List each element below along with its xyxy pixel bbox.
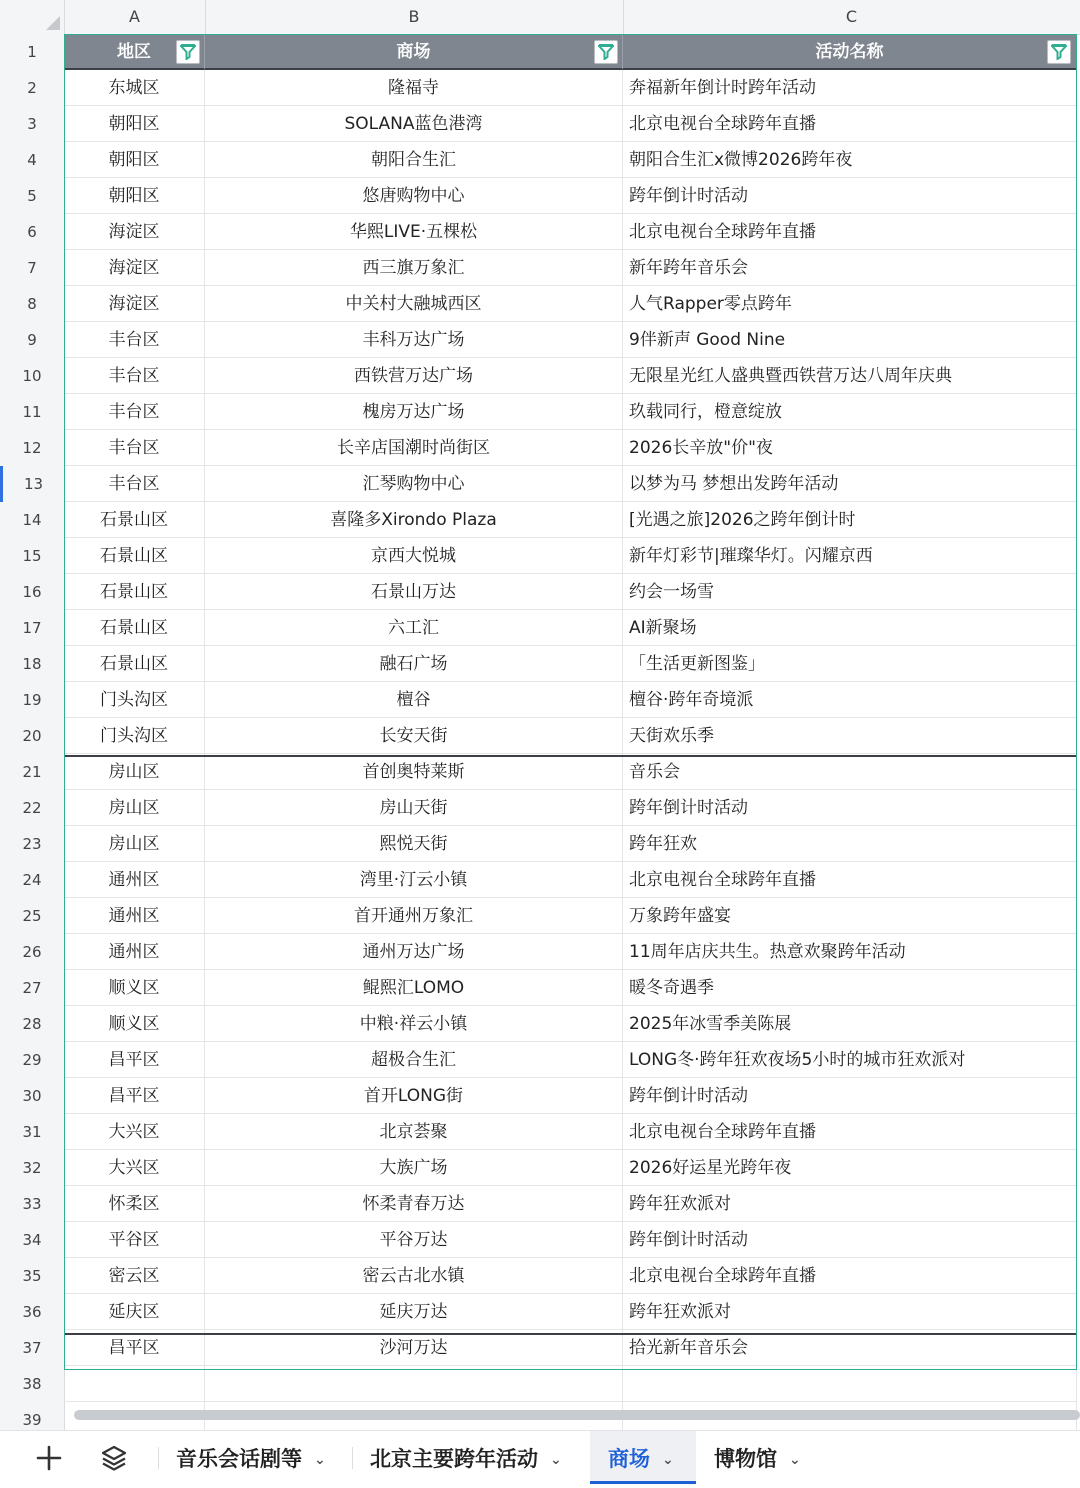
table-row [0, 718, 1080, 754]
cell-mall[interactable]: 沙河万达 [205, 1330, 623, 1366]
row-number[interactable]: 1 [0, 34, 65, 71]
cell-event[interactable]: 11周年店庆共生。热意欢聚跨年活动 [623, 934, 1077, 970]
tab-label: 商场 [608, 1447, 650, 1471]
tab-malls[interactable] [590, 1431, 696, 1484]
cell-event[interactable]: 跨年狂欢 [623, 826, 1077, 862]
row-number[interactable]: 4 [0, 142, 65, 179]
cell-mall[interactable]: 石景山万达 [205, 574, 623, 610]
cell-region[interactable]: 丰台区 [64, 322, 205, 358]
table-row [0, 250, 1080, 286]
row-number[interactable]: 28 [0, 1006, 65, 1043]
table-row [0, 1186, 1080, 1222]
cell-mall[interactable]: 熙悦天街 [205, 826, 623, 862]
cell-event[interactable]: 跨年倒计时活动 [623, 1078, 1077, 1114]
cell-event[interactable]: 人气Rapper零点跨年 [623, 286, 1077, 322]
cell-region[interactable]: 房山区 [64, 826, 205, 862]
table-row [0, 1330, 1080, 1366]
cell-mall[interactable]: 悠唐购物中心 [205, 178, 623, 214]
table-row [0, 682, 1080, 718]
sheet-tab-bar [0, 1430, 1080, 1484]
row-number[interactable]: 20 [0, 718, 65, 755]
row-number[interactable]: 34 [0, 1222, 65, 1259]
table-row [0, 1294, 1080, 1330]
table-row [0, 214, 1080, 250]
tab-label: 北京主要跨年活动 [370, 1447, 538, 1471]
tab-concerts[interactable] [158, 1431, 344, 1484]
cell-event[interactable]: 万象跨年盛宴 [623, 898, 1077, 934]
cell-mall[interactable]: 长安天街 [205, 718, 623, 754]
header-cell-region[interactable] [64, 34, 205, 70]
cell-region[interactable]: 昌平区 [64, 1042, 205, 1078]
row-number[interactable]: 21 [0, 754, 65, 791]
cell-region[interactable]: 通州区 [64, 934, 205, 970]
cell-region[interactable]: 昌平区 [64, 1078, 205, 1114]
cell-region[interactable]: 大兴区 [64, 1150, 205, 1186]
row-number[interactable]: 38 [0, 1366, 65, 1403]
filter-icon[interactable] [176, 40, 200, 64]
row-number[interactable]: 15 [0, 538, 65, 575]
table-row [0, 934, 1080, 970]
cell-mall[interactable]: SOLANA蓝色港湾 [205, 106, 623, 142]
row-number[interactable]: 31 [0, 1114, 65, 1151]
cell-region[interactable]: 大兴区 [64, 1114, 205, 1150]
cell-mall[interactable] [205, 1366, 623, 1402]
cell-mall[interactable]: 六工汇 [205, 610, 623, 646]
cell-region[interactable]: 密云区 [64, 1258, 205, 1294]
cell-event[interactable]: 北京电视台全球跨年直播 [623, 214, 1077, 250]
row-number[interactable]: 5 [0, 178, 65, 215]
row-number[interactable]: 16 [0, 574, 65, 611]
row-number[interactable]: 11 [0, 394, 65, 431]
cell-event[interactable]: 9伴新声 Good Nine [623, 322, 1077, 358]
plus-icon[interactable] [34, 1443, 64, 1473]
cell-event[interactable]: 新年跨年音乐会 [623, 250, 1077, 286]
table-row [0, 466, 1080, 502]
cell-region[interactable]: 石景山区 [64, 502, 205, 538]
cell-region[interactable]: 通州区 [64, 862, 205, 898]
cell-region[interactable]: 门头沟区 [64, 682, 205, 718]
table-row [0, 1042, 1080, 1078]
column-header-b[interactable]: B [205, 0, 624, 34]
cell-event[interactable]: 「生活更新图鉴」 [623, 646, 1077, 682]
cell-region[interactable]: 朝阳区 [64, 106, 205, 142]
cell-region[interactable]: 海淀区 [64, 250, 205, 286]
cell-region[interactable]: 房山区 [64, 790, 205, 826]
row-number[interactable]: 23 [0, 826, 65, 863]
cell-region[interactable]: 石景山区 [64, 538, 205, 574]
row-number[interactable]: 36 [0, 1294, 65, 1331]
row-number[interactable]: 29 [0, 1042, 65, 1079]
table-row [0, 322, 1080, 358]
table-row [0, 970, 1080, 1006]
cell-event[interactable]: AI新聚场 [623, 610, 1077, 646]
row-number[interactable]: 25 [0, 898, 65, 935]
cell-region[interactable]: 海淀区 [64, 214, 205, 250]
table-row [0, 70, 1080, 106]
row-number[interactable]: 24 [0, 862, 65, 899]
row-number[interactable]: 3 [0, 106, 65, 143]
row-number[interactable]: 22 [0, 790, 65, 827]
row-number[interactable]: 8 [0, 286, 65, 323]
cell-mall[interactable]: 通州万达广场 [205, 934, 623, 970]
cell-event[interactable]: 暖冬奇遇季 [623, 970, 1077, 1006]
row-number[interactable]: 33 [0, 1186, 65, 1223]
table-row [0, 286, 1080, 322]
table-row [0, 1366, 1080, 1402]
cell-region[interactable]: 石景山区 [64, 646, 205, 682]
chevron-down-icon[interactable]: ⌄ [789, 1452, 801, 1468]
row-number[interactable]: 27 [0, 970, 65, 1007]
table-row [0, 1222, 1080, 1258]
table-row [0, 754, 1080, 790]
cell-mall[interactable]: 大族广场 [205, 1150, 623, 1186]
cell-event[interactable]: 跨年倒计时活动 [623, 1222, 1077, 1258]
row-number[interactable]: 7 [0, 250, 65, 287]
row-number[interactable]: 26 [0, 934, 65, 971]
select-all-corner[interactable] [0, 0, 65, 34]
cell-region[interactable]: 延庆区 [64, 1294, 205, 1330]
cell-event[interactable]: 跨年倒计时活动 [623, 790, 1077, 826]
cell-event[interactable] [623, 1366, 1077, 1402]
cell-region[interactable]: 海淀区 [64, 286, 205, 322]
cell-mall[interactable]: 首创奥特莱斯 [205, 754, 623, 790]
cell-event[interactable]: LONG冬·跨年狂欢夜场5小时的城市狂欢派对 [623, 1042, 1077, 1078]
cell-region[interactable]: 石景山区 [64, 574, 205, 610]
cell-region[interactable]: 丰台区 [64, 430, 205, 466]
table-row [0, 358, 1080, 394]
cell-event[interactable]: 新年灯彩节|璀璨华灯。闪耀京西 [623, 538, 1077, 574]
row-number[interactable]: 10 [0, 358, 65, 395]
layers-icon[interactable] [99, 1443, 129, 1473]
cell-mall[interactable]: 延庆万达 [205, 1294, 623, 1330]
horizontal-scrollbar[interactable] [74, 1410, 1080, 1420]
row-number[interactable]: 14 [0, 502, 65, 539]
cell-event[interactable]: 玖载同行，橙意绽放 [623, 394, 1077, 430]
cell-mall[interactable]: 首开通州万象汇 [205, 898, 623, 934]
tab-beijing-events[interactable] [352, 1431, 580, 1484]
row-number[interactable]: 30 [0, 1078, 65, 1115]
header-label: 活动名称 [815, 42, 884, 62]
cell-event[interactable]: 跨年狂欢派对 [623, 1294, 1077, 1330]
row-number[interactable]: 37 [0, 1330, 65, 1367]
cell-region[interactable]: 房山区 [64, 754, 205, 790]
cell-event[interactable]: [光遇之旅]2026之跨年倒计时 [623, 502, 1077, 538]
cell-mall[interactable]: 喜隆多Xirondo Plaza [205, 502, 623, 538]
cell-event[interactable]: 天街欢乐季 [623, 718, 1077, 754]
cell-event[interactable]: 北京电视台全球跨年直播 [623, 862, 1077, 898]
cell-mall[interactable]: 华熙LIVE·五棵松 [205, 214, 623, 250]
corner-triangle-icon [46, 16, 60, 30]
cell-mall[interactable]: 鲲熙汇LOMO [205, 970, 623, 1006]
column-header-c[interactable]: C [845, 7, 858, 26]
row-number[interactable]: 6 [0, 214, 65, 251]
cell-mall[interactable]: 丰科万达广场 [205, 322, 623, 358]
cell-event[interactable]: 跨年倒计时活动 [623, 178, 1077, 214]
cell-region[interactable]: 怀柔区 [64, 1186, 205, 1222]
tab-museums[interactable] [696, 1431, 819, 1484]
cell-event[interactable]: 奔福新年倒计时跨年活动 [623, 70, 1077, 106]
table-row [0, 1150, 1080, 1186]
row-number[interactable]: 2 [0, 70, 65, 107]
row-number[interactable]: 32 [0, 1150, 65, 1187]
table-row [0, 178, 1080, 214]
table-row [0, 862, 1080, 898]
row-number[interactable]: 12 [0, 430, 65, 467]
cell-mall[interactable]: 檀谷 [205, 682, 623, 718]
cell-mall[interactable]: 长辛店国潮时尚街区 [205, 430, 623, 466]
chevron-down-icon[interactable]: ⌄ [314, 1452, 326, 1468]
row-number[interactable]: 13 [0, 466, 65, 503]
row-number[interactable]: 35 [0, 1258, 65, 1295]
cell-mall[interactable]: 怀柔青春万达 [205, 1186, 623, 1222]
table-row [0, 142, 1080, 178]
cell-mall[interactable]: 槐房万达广场 [205, 394, 623, 430]
column-header-a[interactable]: A [64, 0, 206, 34]
cell-mall[interactable]: 隆福寺 [205, 70, 623, 106]
table-row [0, 1006, 1080, 1042]
header-label: 地区 [117, 42, 151, 62]
row-number[interactable]: 19 [0, 682, 65, 719]
table-row [0, 610, 1080, 646]
row-number[interactable]: 17 [0, 610, 65, 647]
chevron-down-icon[interactable]: ⌄ [662, 1452, 674, 1468]
table-row [0, 1114, 1080, 1150]
cell-region[interactable]: 丰台区 [64, 466, 205, 502]
cell-mall[interactable]: 朝阳合生汇 [205, 142, 623, 178]
cell-region[interactable] [64, 1366, 205, 1402]
table-row [0, 574, 1080, 610]
cell-mall[interactable]: 房山天街 [205, 790, 623, 826]
cell-event[interactable]: 约会一场雪 [623, 574, 1077, 610]
cell-event[interactable]: 2025年冰雪季美陈展 [623, 1006, 1077, 1042]
table-row [0, 646, 1080, 682]
cell-event[interactable]: 无限星光红人盛典暨西铁营万达八周年庆典 [623, 358, 1077, 394]
table-row [0, 790, 1080, 826]
cell-event[interactable]: 跨年狂欢派对 [623, 1186, 1077, 1222]
cell-event[interactable]: 北京电视台全球跨年直播 [623, 1114, 1077, 1150]
table-row [0, 502, 1080, 538]
table-row [0, 538, 1080, 574]
cell-region[interactable]: 石景山区 [64, 610, 205, 646]
cell-mall[interactable]: 密云古北水镇 [205, 1258, 623, 1294]
cell-region[interactable]: 昌平区 [64, 1330, 205, 1366]
cell-mall[interactable]: 首开LONG街 [205, 1078, 623, 1114]
cell-mall[interactable]: 汇琴购物中心 [205, 466, 623, 502]
header-cell-mall[interactable] [205, 34, 623, 70]
chevron-down-icon[interactable]: ⌄ [550, 1452, 562, 1468]
cell-region[interactable]: 顺义区 [64, 970, 205, 1006]
cell-event[interactable]: 朝阳合生汇x微博2026跨年夜 [623, 142, 1077, 178]
tab-label: 博物馆 [714, 1447, 777, 1471]
cell-region[interactable]: 朝阳区 [64, 142, 205, 178]
cell-mall[interactable]: 京西大悦城 [205, 538, 623, 574]
row-number[interactable]: 39 [0, 1402, 65, 1430]
tab-label: 音乐会话剧等 [176, 1447, 302, 1471]
filter-icon[interactable] [1047, 40, 1071, 64]
table-row [0, 1258, 1080, 1294]
header-label: 商场 [396, 42, 431, 62]
cell-region[interactable]: 丰台区 [64, 394, 205, 430]
table-row [0, 394, 1080, 430]
cell-event[interactable]: 2026好运星光跨年夜 [623, 1150, 1077, 1186]
row-number[interactable]: 9 [0, 322, 65, 359]
cell-event[interactable]: 拾光新年音乐会 [623, 1330, 1077, 1366]
table-header-row [0, 34, 1080, 70]
cell-region[interactable]: 丰台区 [64, 358, 205, 394]
cell-region[interactable]: 朝阳区 [64, 178, 205, 214]
cell-mall[interactable]: 西三旗万象汇 [205, 250, 623, 286]
row-divider [64, 1333, 1077, 1335]
cell-mall[interactable]: 中粮·祥云小镇 [205, 1006, 623, 1042]
cell-event[interactable]: 檀谷·跨年奇境派 [623, 682, 1077, 718]
table-row [0, 106, 1080, 142]
table-row [0, 898, 1080, 934]
cell-region[interactable]: 通州区 [64, 898, 205, 934]
cell-region[interactable]: 平谷区 [64, 1222, 205, 1258]
cell-mall[interactable]: 超极合生汇 [205, 1042, 623, 1078]
cell-mall[interactable]: 北京荟聚 [205, 1114, 623, 1150]
table-row [0, 826, 1080, 862]
header-cell-event[interactable] [623, 34, 1077, 70]
cell-mall[interactable]: 湾里·汀云小镇 [205, 862, 623, 898]
row-number[interactable]: 18 [0, 646, 65, 683]
table-row [0, 430, 1080, 466]
cell-region[interactable]: 顺义区 [64, 1006, 205, 1042]
column-header-row [0, 0, 1080, 35]
cell-region[interactable]: 门头沟区 [64, 718, 205, 754]
row-divider [64, 755, 1077, 757]
cell-event[interactable]: 2026长辛放"价"夜 [623, 430, 1077, 466]
cell-mall[interactable]: 中关村大融城西区 [205, 286, 623, 322]
cell-region[interactable]: 东城区 [64, 70, 205, 106]
cell-event[interactable]: 北京电视台全球跨年直播 [623, 1258, 1077, 1294]
cell-mall[interactable]: 融石广场 [205, 646, 623, 682]
cell-event[interactable]: 北京电视台全球跨年直播 [623, 106, 1077, 142]
cell-mall[interactable]: 平谷万达 [205, 1222, 623, 1258]
cell-event[interactable]: 以梦为马 梦想出发跨年活动 [623, 466, 1077, 502]
filter-icon[interactable] [594, 40, 618, 64]
table-row [0, 1078, 1080, 1114]
cell-event[interactable]: 音乐会 [623, 754, 1077, 790]
cell-mall[interactable]: 西铁营万达广场 [205, 358, 623, 394]
